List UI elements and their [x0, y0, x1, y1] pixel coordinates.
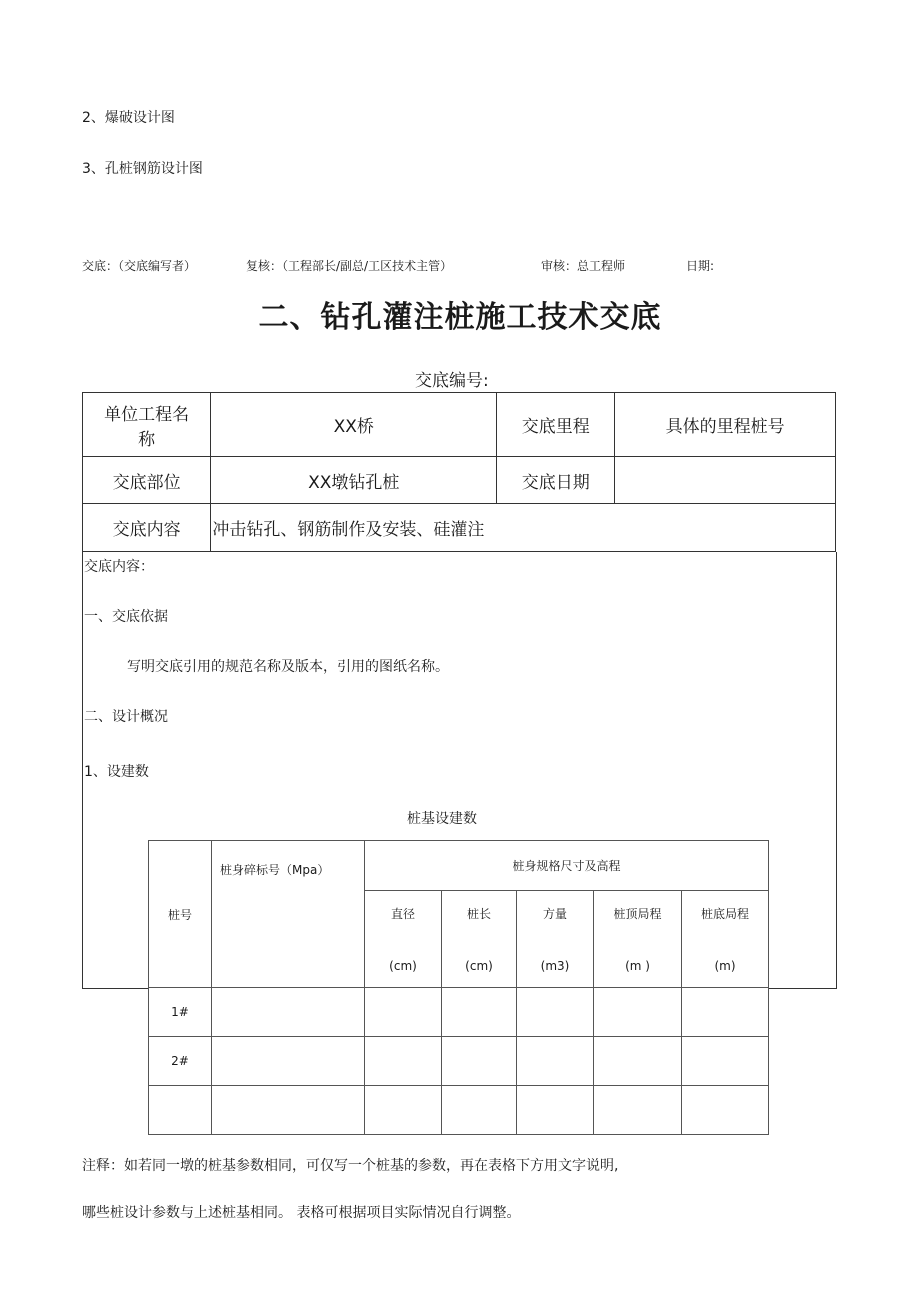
table-cell — [594, 1037, 682, 1086]
col-spec-group: 桩身规格尺寸及高程 — [365, 841, 769, 891]
table-cell — [682, 988, 769, 1037]
note-line-1: 注释：如若同一墩的桩基参数相同，可仅写一个桩基的参数，再在表格下方用文字说明, — [82, 1158, 619, 1174]
subsection-1-heading: 1、设建数 — [84, 764, 149, 780]
subcol-length-unit: (cm) — [465, 959, 493, 973]
part-value: XX墩钻孔桩 — [211, 457, 497, 504]
table-row — [149, 1037, 769, 1086]
table-cell — [365, 1037, 442, 1086]
note-line-2: 哪些桩设计参数与上述桩基相同。 表格可根据项目实际情况自行调整。 — [82, 1205, 521, 1221]
table-cell — [442, 1086, 517, 1135]
section-basis-text: 写明交底引用的规范名称及版本，引用的图纸名称。 — [127, 659, 449, 675]
part-label: 交底部位 — [83, 457, 211, 504]
row-pile-no — [149, 1086, 212, 1135]
intro-line-rebar: 3、孔桩钢筋设计图 — [82, 161, 203, 177]
table-cell — [442, 1037, 517, 1086]
content-value: 冲击钻孔、钢筋制作及安装、硅灌注 — [211, 504, 836, 552]
date-value — [615, 457, 836, 504]
table-cell — [594, 988, 682, 1037]
table-cell — [212, 1037, 365, 1086]
section-basis-heading: 一、交底依据 — [84, 609, 168, 625]
unit-project-value: XX桥 — [211, 393, 497, 457]
signoff-riqi: 日期: — [686, 259, 715, 273]
subcol-length-name: 桩长 — [466, 907, 491, 921]
table-cell — [212, 1086, 365, 1135]
subcol-bottom-elev — [682, 891, 769, 988]
subcol-diameter-unit: (cm) — [389, 959, 417, 973]
table-cell — [682, 1086, 769, 1135]
intro-line-blasting: 2、爆破设计图 — [82, 110, 175, 126]
pile-table-caption: 桩基设建数 — [407, 811, 477, 827]
subcol-volume-name: 方量 — [542, 907, 567, 921]
signoff-fuhe: 复核：（工程部长/副总/工区技术主管） — [246, 259, 453, 273]
table-cell — [517, 1086, 594, 1135]
doc-number-label: 交底编号: — [415, 371, 489, 391]
table-cell — [517, 1037, 594, 1086]
col-concrete: 桩身碎标号（Mpa） — [212, 841, 365, 988]
subcol-top-elev-name: 桩顶局程 — [613, 907, 662, 921]
row-pile-no: 2# — [149, 1037, 212, 1086]
table-cell — [442, 988, 517, 1037]
table-row — [149, 1086, 769, 1135]
subcol-top-elev-unit: (m ) — [625, 959, 650, 973]
table-row — [149, 988, 769, 1037]
subcol-length — [442, 891, 517, 988]
subcol-bottom-elev-name: 桩底局程 — [700, 907, 749, 921]
signoff-shenhe: 审核：总工程师 — [541, 259, 626, 273]
subcol-bottom-elev-unit: (m) — [714, 959, 736, 973]
section-design-heading: 二、设计概况 — [84, 709, 168, 725]
unit-project-label: 单位工程名称 — [83, 393, 211, 457]
subcol-volume-unit: (m3) — [540, 959, 570, 973]
table-cell — [365, 988, 442, 1037]
table-cell — [212, 988, 365, 1037]
row-pile-no: 1# — [149, 988, 212, 1037]
col-pile-no: 桩号 — [149, 841, 212, 988]
subcol-diameter-name: 直径 — [390, 907, 415, 921]
subcol-top-elev — [594, 891, 682, 988]
signoff-jiaodi: 交底：（交底编写者） — [82, 259, 197, 273]
mileage-value: 具体的里程桩号 — [615, 393, 836, 457]
table-cell — [682, 1037, 769, 1086]
table-cell — [594, 1086, 682, 1135]
mileage-label: 交底里程 — [497, 393, 615, 457]
pile-table — [148, 840, 769, 1135]
date-label: 交底日期 — [497, 457, 615, 504]
content-heading: 交底内容： — [84, 559, 154, 575]
subcol-diameter — [365, 891, 442, 988]
subcol-volume — [517, 891, 594, 988]
table-cell — [365, 1086, 442, 1135]
table-cell — [517, 988, 594, 1037]
page-title: 二、钻孔灌注桩施工技术交底 — [258, 300, 662, 335]
content-label: 交底内容 — [83, 504, 211, 552]
info-table — [82, 392, 836, 552]
